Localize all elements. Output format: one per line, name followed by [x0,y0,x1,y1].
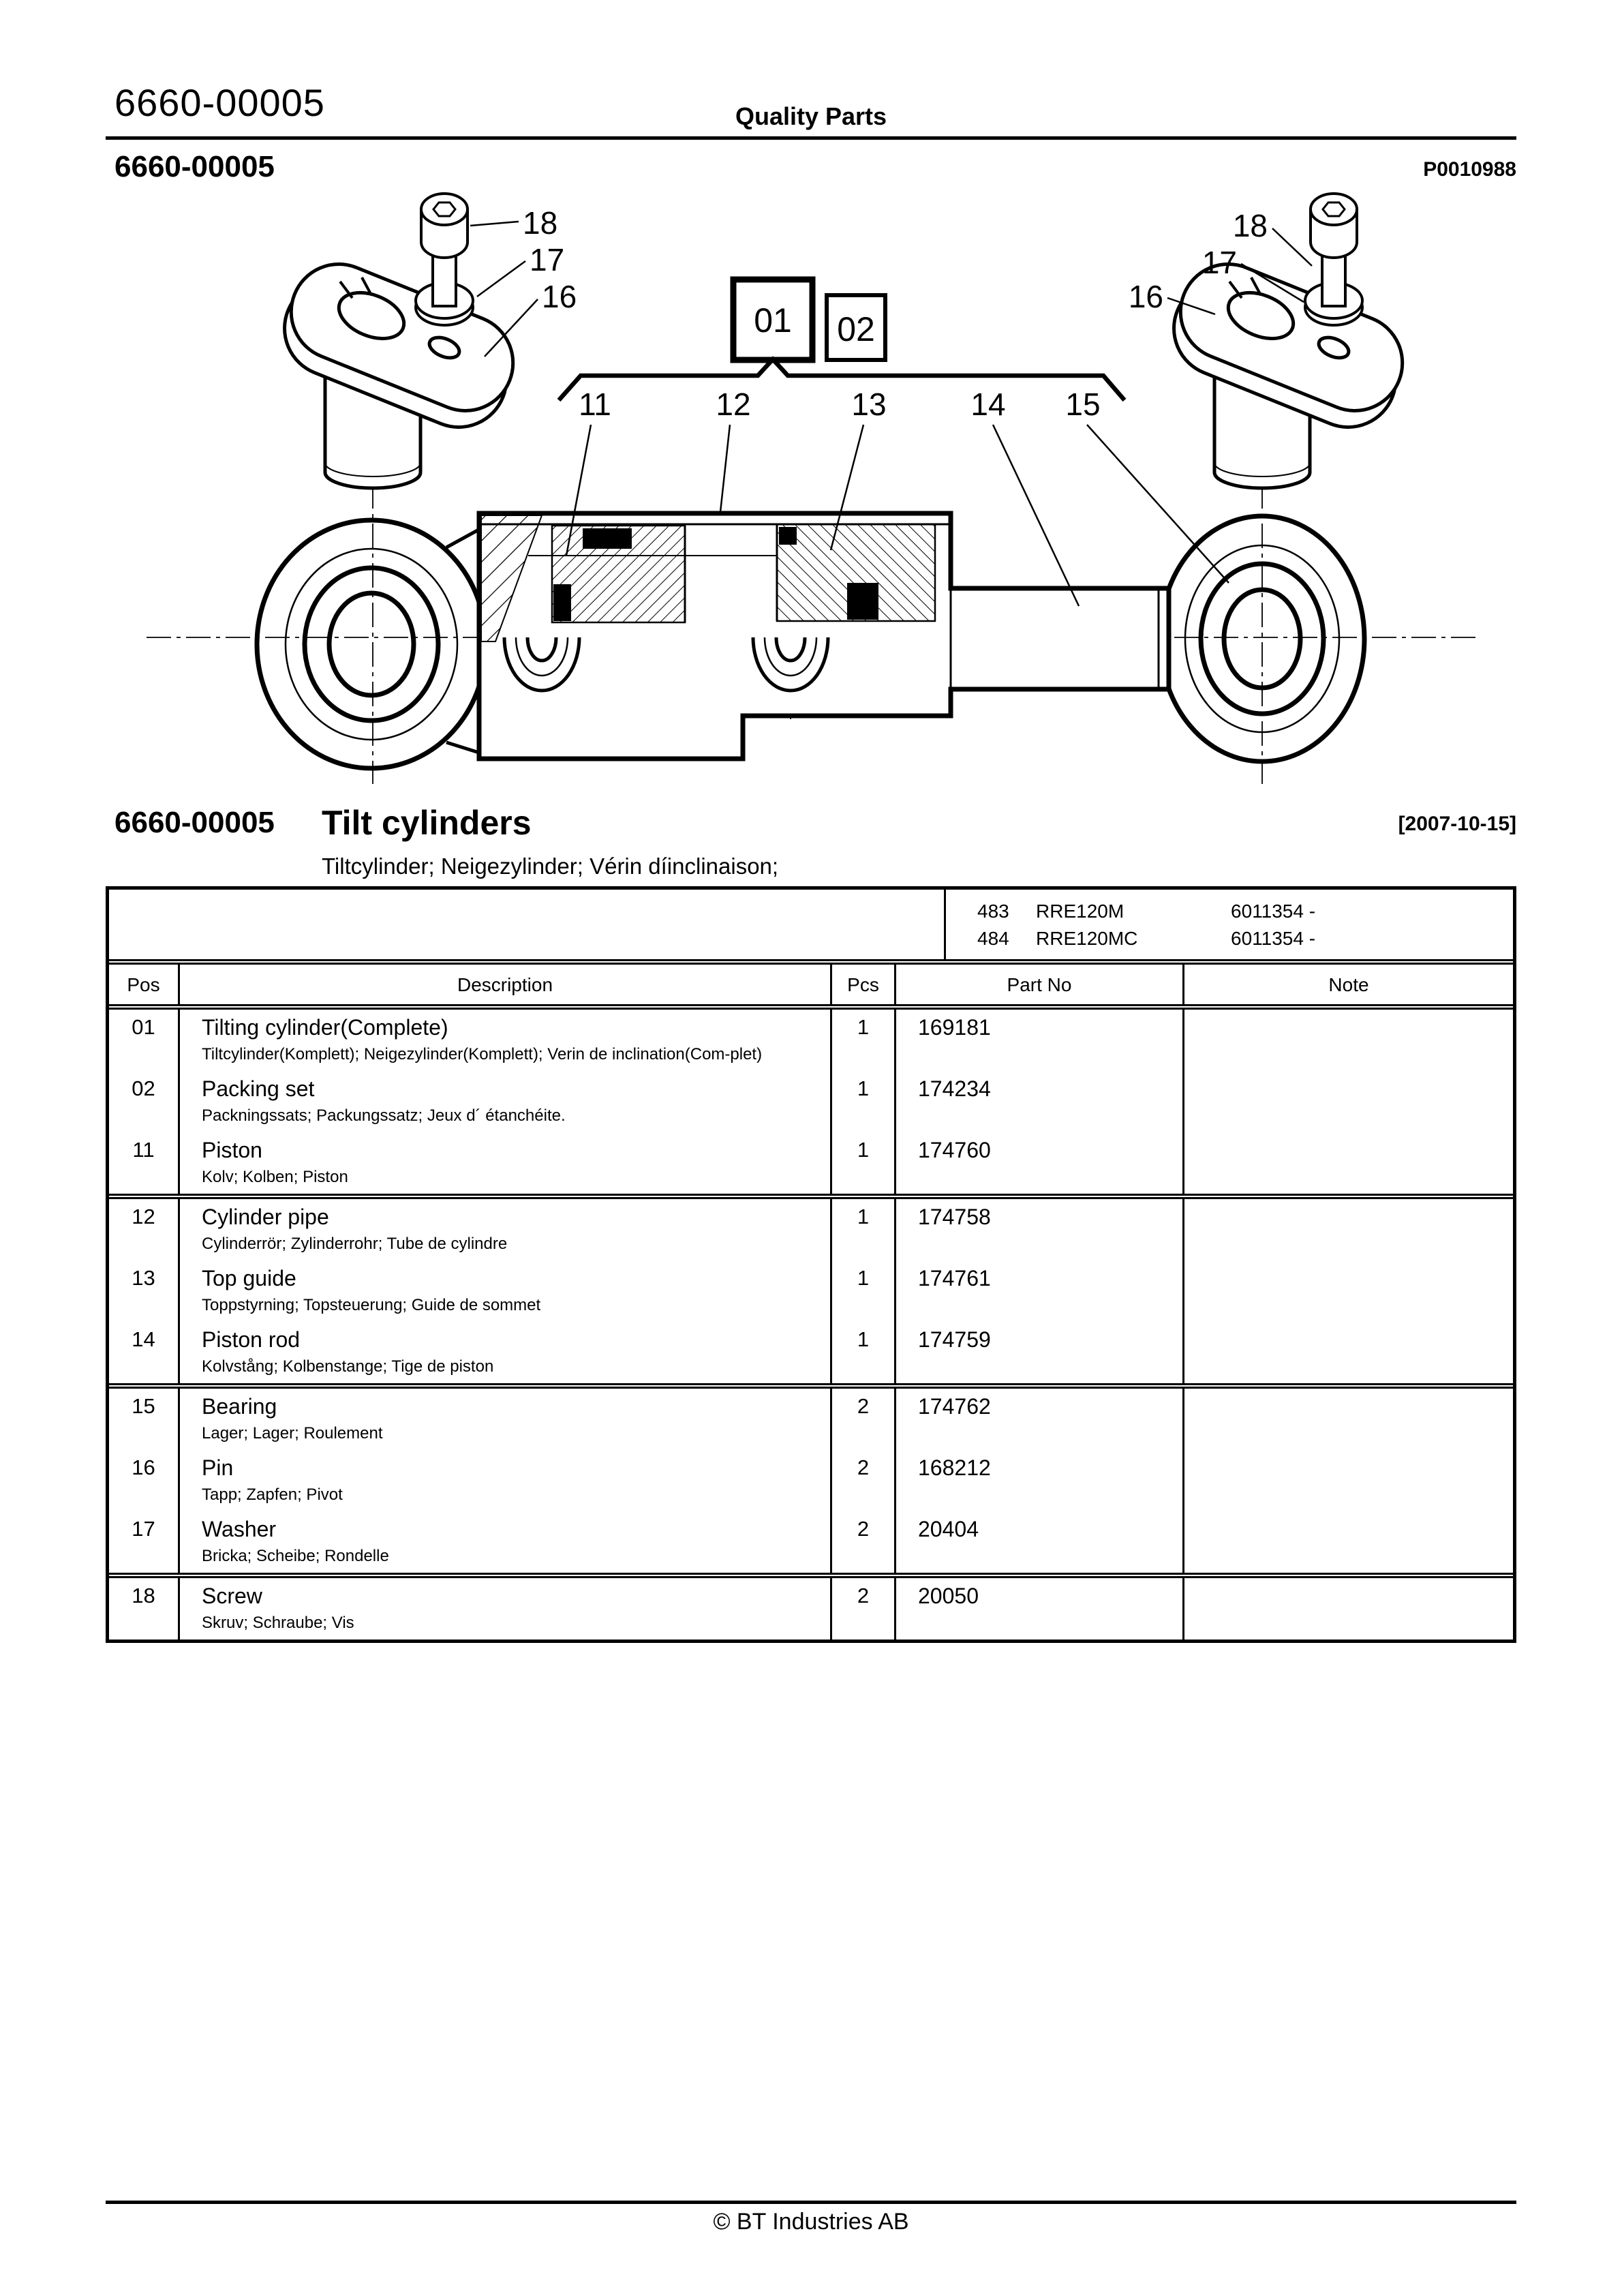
header-divider [106,136,1516,140]
model-row [977,898,1513,925]
table-group [109,1389,1513,1578]
cell-pos: 17 [109,1511,180,1573]
cell-part-no: 20050 [896,1578,1184,1640]
cell-pcs: 1 [832,1260,896,1322]
callout-13: 13 [851,387,887,422]
ref-box-02 [827,295,885,360]
cell-description [180,1511,832,1573]
description-main: Piston [202,1138,262,1162]
tilt-cylinder-exploded-diagram [106,174,1516,787]
left-callout-16: 16 [542,279,577,314]
footer-divider [106,2201,1516,2204]
cell-pcs: 1 [832,1322,896,1383]
description-translations: Kolvstång; Kolbenstange; Tige de piston [202,1357,494,1376]
cell-part-no: 174760 [896,1132,1184,1194]
cell-pos: 16 [109,1450,180,1511]
description-main: Washer [202,1517,277,1541]
cell-note [1184,1389,1513,1450]
cell-note [1184,1511,1513,1573]
ref-box-01 [733,280,812,360]
cell-pos: 01 [109,1010,180,1071]
cell-pcs: 1 [832,1071,896,1132]
cell-part-no: 20404 [896,1511,1184,1573]
description-translations: Toppstyrning; Topsteuerung; Guide de sommet [202,1296,541,1314]
cell-pos: 18 [109,1578,180,1640]
right-callout-18: 18 [1232,208,1268,243]
model-row [977,925,1513,952]
subheader-doc-number: 6660-00005 [114,150,275,183]
description-main: Piston rod [202,1327,301,1352]
cell-note [1184,1010,1513,1071]
section-number: 6660-00005 [114,806,275,839]
description-translations: Tiltcylinder(Komplett); Neigezylinder(Komplett); Verin de inclination(Com-plet) [202,1045,763,1063]
left-callout-17: 17 [530,242,565,277]
cell-pcs: 2 [832,1450,896,1511]
cell-note [1184,1199,1513,1260]
cell-pos: 12 [109,1199,180,1260]
description-translations: Lager; Lager; Roulement [202,1424,383,1442]
description-main: Cylinder pipe [202,1205,329,1229]
table-row [109,1578,1513,1640]
description-main: Top guide [202,1266,296,1290]
callout-11: 11 [579,387,611,422]
cell-pcs: 2 [832,1578,896,1640]
description-translations: Kolv; Kolben; Piston [202,1168,348,1186]
table-row [109,1389,1513,1450]
table-row [109,1511,1513,1573]
callout-15: 15 [1065,387,1101,422]
col-header-note: Note [1328,974,1369,995]
table-row [109,1260,1513,1322]
callout-14: 14 [970,387,1006,422]
cell-description [180,1260,832,1322]
cell-note [1184,1260,1513,1322]
table-group [109,1010,1513,1199]
cell-pcs: 2 [832,1511,896,1573]
table-row [109,1071,1513,1132]
description-translations: Cylinderrör; Zylinderrohr; Tube de cylindre [202,1235,508,1253]
section-title: Tilt cylinders [322,804,532,842]
description-main: Tilting cylinder(Complete) [202,1015,448,1040]
table-group [109,1199,1513,1389]
model-serial: 6011354 - [1231,928,1316,949]
footer-copyright: © BT Industries AB [713,2209,909,2235]
description-main: Bearing [202,1394,277,1419]
col-header-part-no: Part No [896,965,1184,1004]
parts-table [106,886,1516,1643]
cell-part-no: 174759 [896,1322,1184,1383]
cell-pcs: 1 [832,1199,896,1260]
section-subtitle: Tiltcylinder; Neigezylinder; Vérin díinclinaison; [322,854,779,879]
cell-pcs: 1 [832,1010,896,1071]
model-serial: 6011354 - [1231,901,1316,922]
col-header-pcs: Pcs [832,965,896,1004]
cell-part-no: 174234 [896,1071,1184,1132]
description-translations: Tapp; Zapfen; Pivot [202,1485,343,1504]
cell-pcs: 2 [832,1389,896,1450]
page-header-doc-number: 6660-00005 [114,81,325,124]
model-info-section [109,890,1513,965]
cell-note [1184,1071,1513,1132]
right-pin-assembly [1159,194,1416,488]
right-callout-17: 17 [1202,245,1237,280]
right-callout-16: 16 [1128,279,1163,314]
cell-description [180,1071,832,1132]
table-row [109,1322,1513,1383]
cell-description [180,1450,832,1511]
cell-pos: 13 [109,1260,180,1322]
cell-note [1184,1578,1513,1640]
col-header-description: Description [180,965,832,1004]
left-callout-18: 18 [523,205,558,241]
cell-pos: 11 [109,1132,180,1194]
cell-note [1184,1450,1513,1511]
ref-box-02-label: 02 [837,310,875,348]
table-row [109,1132,1513,1194]
description-main: Pin [202,1455,234,1480]
description-translations: Packningssats; Packungssatz; Jeux d´ étanchéite. [202,1106,566,1125]
cell-part-no: 168212 [896,1450,1184,1511]
model-code: 484 [977,928,1009,949]
section-date: [2007-10-15] [1398,813,1516,835]
model-code: 483 [977,901,1009,922]
callout-bracket [559,359,1124,400]
cell-pcs: 1 [832,1132,896,1194]
model-info-list [946,890,1513,959]
cell-note [1184,1322,1513,1383]
model-info-empty-cell [109,890,946,959]
cell-description [180,1389,832,1450]
cell-description [180,1199,832,1260]
model-name: RRE120M [1036,901,1124,922]
model-name: RRE120MC [1036,928,1138,949]
description-main: Packing set [202,1076,315,1101]
cell-part-no: 174761 [896,1260,1184,1322]
left-bearing-ring [257,520,486,768]
cell-pos: 02 [109,1071,180,1132]
description-translations: Skruv; Schraube; Vis [202,1614,354,1632]
cell-pos: 14 [109,1322,180,1383]
callout-12: 12 [716,387,751,422]
cell-part-no: 174758 [896,1199,1184,1260]
table-header-row [109,965,1513,1010]
page-header-title: Quality Parts [735,102,887,130]
cell-description [180,1322,832,1383]
cell-pos: 15 [109,1389,180,1450]
ref-box-01-label: 01 [754,301,792,339]
cell-description [180,1132,832,1194]
description-main: Screw [202,1584,262,1608]
table-group [109,1578,1513,1640]
image-reference-code: P0010988 [1423,158,1516,181]
cell-note [1184,1132,1513,1194]
cell-description [180,1578,832,1640]
description-translations: Bricka; Scheibe; Rondelle [202,1547,389,1565]
table-row [109,1010,1513,1071]
table-row [109,1199,1513,1260]
cell-part-no: 169181 [896,1010,1184,1071]
col-header-pos: Pos [109,965,180,1004]
table-row [109,1450,1513,1511]
cell-part-no: 174762 [896,1389,1184,1450]
cell-description [180,1010,832,1071]
left-pin-assembly [270,194,527,488]
